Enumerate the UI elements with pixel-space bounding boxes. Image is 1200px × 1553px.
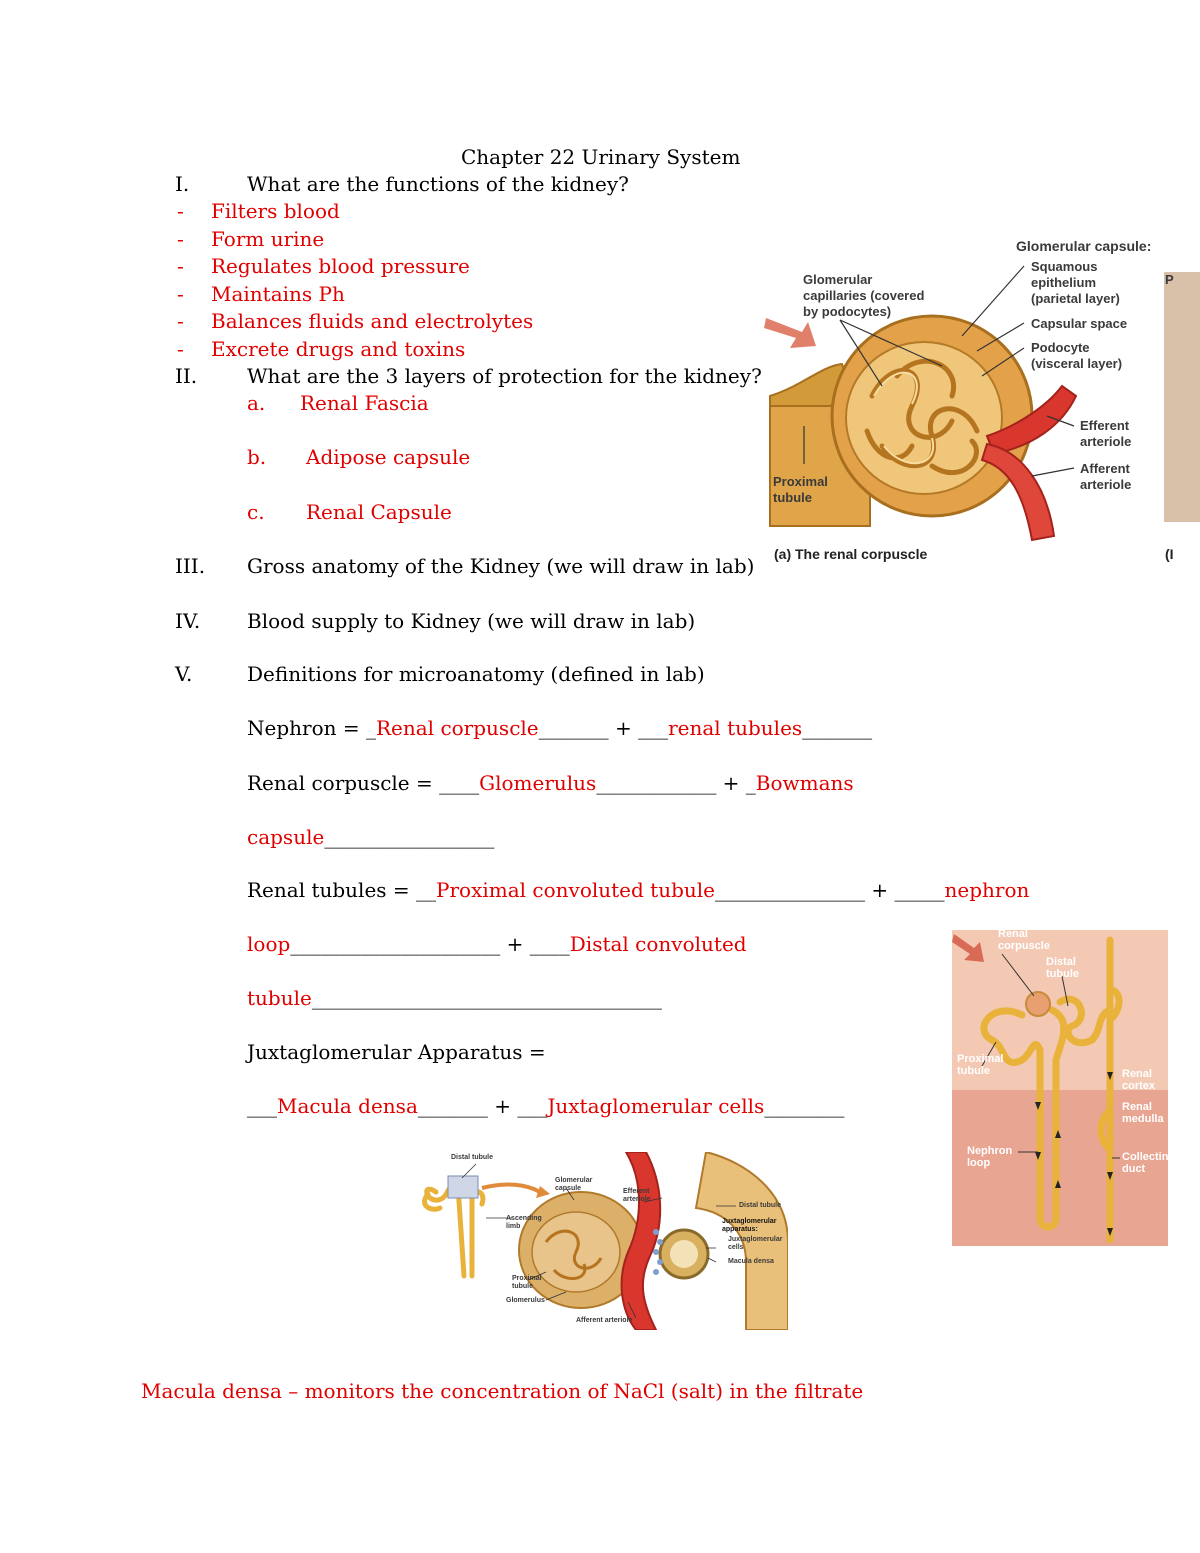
definition-renal-tubules-cont2 [247,986,662,1010]
figure-label: Afferent arteriole [576,1317,633,1324]
section-question-2: What are the 3 layers of protection for the kidney? [247,364,762,388]
label-line: tubule [957,1065,990,1077]
blank: _______ + ___ [417,1094,548,1118]
definition-label: Renal tubules = [247,878,417,902]
figure-label: Glomerulus [506,1297,545,1304]
figure-label [1046,956,1079,980]
figure-label [1031,340,1122,372]
section-question-5: Definitions for microanatomy (defined in lab) [247,662,705,686]
function-item: Form urine [211,227,325,251]
figure-label [998,928,1050,952]
bullet-dash: - [177,337,184,361]
definition-renal-corpuscle-cont [247,825,494,849]
definition-jga-label: Juxtaglomerular Apparatus = [247,1040,546,1064]
corpuscle-highlight [448,1176,478,1198]
mini-nephron [425,1185,483,1276]
layer-letter: c. [247,500,265,524]
figure-label [1122,1151,1175,1175]
figure-label [728,1236,782,1252]
blank: ____ [439,771,480,795]
label-line: Renal [1122,1101,1152,1113]
section-numeral-1: I. [175,172,190,196]
figure-label: Distal tubule [451,1154,494,1161]
bullet-dash: - [177,282,184,306]
layer-item: Renal Fascia [300,391,429,415]
definition-nephron [247,716,872,740]
photo-strip [1164,272,1200,522]
bullet-dash: - [177,199,184,223]
label-line: capillaries (covered [803,288,925,303]
answer: nephron [944,878,1030,902]
label-line: Squamous [1031,259,1098,274]
label-line: (parietal layer) [1031,291,1120,306]
function-item: Maintains Ph [211,282,345,306]
figure-header: Glomerular capsule: [1016,238,1152,254]
figure-label [722,1218,776,1234]
label-line: Juxtaglomerular [722,1218,777,1225]
label-line: arteriole [623,1196,651,1203]
label-line: medulla [1122,1113,1164,1125]
label-line: cells [728,1244,744,1251]
answer: loop [247,932,291,956]
label-line: Efferent [1080,418,1130,433]
label-line: (visceral layer) [1031,356,1123,371]
figure-label [803,272,924,320]
label-line: by podocytes) [803,304,892,319]
arrow-icon [482,1185,540,1192]
answer: Distal convoluted [569,932,747,956]
figure-label [512,1275,542,1291]
blank: _______ + ___ [538,716,669,740]
answer: renal tubules [668,716,803,740]
answer: Bowmans [755,771,854,795]
figure-label: (I [1165,546,1174,562]
arrow-icon [764,318,816,348]
label-line: epithelium [1031,275,1097,290]
label-line: Glomerular [803,272,873,287]
section-question-1: What are the functions of the kidney? [247,172,629,196]
arrow-icon [536,1186,550,1198]
figure-label [1080,418,1131,450]
label-line: Renal [1122,1068,1152,1080]
tubule-lumen [670,1240,698,1268]
figure-label [1122,1101,1164,1125]
answer: capsule [247,825,325,849]
renal-corpuscle-shape [1026,992,1050,1016]
section-numeral-5: V. [175,662,193,686]
figure-caption: (a) The renal corpuscle [774,546,928,562]
blank: __ [416,878,437,902]
label-line: duct [1122,1163,1146,1175]
bullet-dash: - [177,227,184,251]
blank: ___ [247,1094,277,1118]
function-item: Filters blood [211,199,340,223]
definition-label: Renal corpuscle = [247,771,440,795]
answer: Juxtaglomerular cells [547,1094,765,1118]
figure-label [555,1177,592,1193]
label-line: Juxtaglomerular [728,1236,783,1243]
label-line: Podocyte [1031,340,1090,355]
figure-label [1031,259,1120,307]
figure-label [623,1188,651,1204]
glomerulus-shape [846,342,1002,494]
figure-label: Distal tubule [739,1202,782,1209]
layer-letter: a. [247,391,266,415]
answer: Proximal convoluted tubule [436,878,716,902]
label-line: Collecting [1122,1151,1176,1163]
answer: Glomerulus [479,771,597,795]
blank: _______________ + _____ [715,878,945,902]
figure-label: Macula densa [728,1258,774,1265]
label-line: Proximal [773,474,828,489]
definition-renal-tubules-cont [247,932,747,956]
blank: ____________ + _ [596,771,756,795]
label-line: tubule [1046,968,1079,980]
section-numeral-3: III. [175,554,206,578]
figure-label: P [1165,272,1174,287]
blank: _ [365,716,376,740]
section-numeral-2: II. [175,364,198,388]
label-line: Afferent [1080,461,1130,476]
label-line: Nephron [967,1145,1013,1157]
definition-renal-tubules [247,878,1029,902]
function-item: Excrete drugs and toxins [211,337,466,361]
figure-label [957,1053,1003,1077]
bullet-dash: - [177,309,184,333]
label-line: Glomerular [555,1177,593,1184]
label-line: apparatus: [722,1226,758,1233]
answer: tubule [247,986,312,1010]
figure-label [506,1215,542,1231]
label-line: capsule [555,1185,582,1192]
label-line: Proximal [957,1053,1004,1065]
page-title: Chapter 22 Urinary System [461,145,741,169]
label-line: loop [967,1157,991,1169]
answer: Macula densa [277,1094,418,1118]
label-line: arteriole [1080,434,1132,449]
blank: _______ [802,716,873,740]
figure-label [1122,1068,1155,1092]
label-line: tubule [512,1283,533,1290]
answer: Renal corpuscle [375,716,539,740]
section-numeral-4: IV. [175,609,201,633]
label-line: cortex [1122,1080,1156,1092]
layer-letter: b. [247,445,267,469]
bullet-dash: - [177,254,184,278]
definition-label: Nephron = [247,716,366,740]
section-question-4: Blood supply to Kidney (we will draw in lab) [247,609,696,633]
label-line: limb [506,1223,521,1230]
function-item: Regulates blood pressure [211,254,470,278]
figure-label [773,474,828,506]
section-question-3: Gross anatomy of the Kidney (we will draw in lab) [247,554,755,578]
macula-densa-note: Macula densa – monitors the concentration of NaCl (salt) in the filtrate [141,1379,864,1403]
function-item: Balances fluids and electrolytes [211,309,534,333]
label-line: Distal [1046,956,1076,968]
label-line: Ascending [506,1215,542,1222]
label-line: Proximal [512,1275,542,1282]
label-line: tubule [773,490,812,505]
label-line: Efferent [623,1188,650,1195]
label-line: Renal [998,928,1028,940]
label-line: corpuscle [998,940,1050,952]
blank: _________________ [324,825,495,849]
definition-jga [247,1094,844,1118]
label-line: arteriole [1080,477,1132,492]
layer-item: Renal Capsule [306,500,452,524]
blank: ________ [764,1094,845,1118]
layer-item: Adipose capsule [306,445,471,469]
definition-renal-corpuscle [247,771,854,795]
blank: ___________________________________ [311,986,662,1010]
figure-label [967,1145,1012,1169]
blank: _____________________ + ____ [290,932,570,956]
figure-label: Capsular space [1031,316,1128,331]
figure-label [1080,461,1131,493]
